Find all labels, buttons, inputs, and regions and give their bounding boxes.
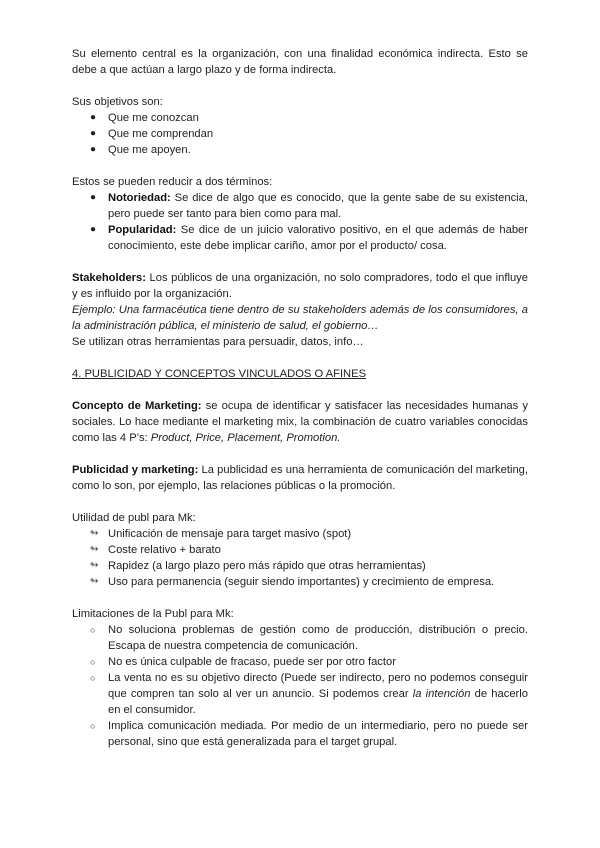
publicidad-paragraph: Publicidad y marketing: La publicidad es una herramienta de comunicación del marketing, como lo son, por ejemplo, las relaciones públicas o la promoción. [72,464,529,492]
arrow-bullet-icon: ↬ [90,528,99,539]
list-item: ● Notoriedad: Se dice de algo que es conocido, que la gente sabe de su existencia, pero puede ser tanto para bien como para mal. [90,192,528,220]
list-item: ○ Implica comunicación mediada. Por medio de un intermediario, pero no puede ser personal, sino que está generalizada para el target grupal. [90,720,528,748]
objetivos-list [72,110,528,158]
circle-bullet-icon: ○ [90,657,96,667]
bullet-dot-icon: ● [90,144,97,155]
stakeholders-paragraph: Stakeholders: Los públicos de una organización, no solo compradores, todo el que influye y es influido por la organización. [72,272,528,300]
terminos-list [72,190,528,254]
arrow-bullet-icon: ↬ [90,560,99,571]
section-heading: 4. PUBLICIDAD Y CONCEPTOS VINCULADOS O AFINES [72,368,367,380]
bullet-dot-icon: ● [90,128,97,139]
list-item: ↬ Rapidez (a largo plazo pero más rápido que otras herramientas) [90,560,426,572]
bullet-dot-icon: ● [90,112,97,123]
circle-bullet-icon: ○ [90,721,96,731]
list-item: ↬ Coste relativo + barato [90,544,221,556]
arrow-bullet-icon: ↬ [90,576,99,587]
marketing-paragraph: Concepto de Marketing: se ocupa de identificar y satisfacer las necesidades humanas y sociales. Lo hace mediante el marketing mix, la combinación de cuatro variables conocidas como las 4 P’s: Product, Price, Placement, Promotion. [72,400,528,444]
list-item: ● Que me apoyen. [90,144,191,156]
intro-paragraph: Su elemento central es la organización, con una finalidad económica indirecta. Esto se debe a que actúan a largo plazo y de forma indirecta. [72,48,528,76]
list-item: ● Que me conozcan [90,112,199,124]
list-item: ○ No soluciona problemas de gestión como de producción, distribución o precio. Escapa de nuestra competencia de comunicación. [90,624,528,652]
term-stakeholders: Stakeholders: [72,272,146,284]
stakeholders-example: Ejemplo: Una farmacéutica tiene dentro de su stakeholders además de los consumidores, a la administración pública, el ministerio de salud, el gobierno… [72,304,528,332]
stakeholders-extra: Se utilizan otras herramientas para persuadir, datos, info… [72,336,364,348]
list-item: ○ No es única culpable de fracaso, puede ser por otro factor [90,656,396,668]
arrow-bullet-icon: ↬ [90,544,99,555]
limitaciones-list [72,622,528,750]
term-publicidad: Publicidad y marketing: [72,464,199,476]
utilidad-list [72,526,528,590]
circle-bullet-icon: ○ [90,625,96,635]
term-notoriedad: Notoriedad: [108,192,171,204]
utilidad-title: Utilidad de publ para Mk: [72,512,196,524]
term-marketing: Concepto de Marketing: [72,400,202,412]
document-page [72,46,528,750]
list-item: ● Popularidad: Se dice de un juicio valorativo positivo, en el que además de haber conocimiento, este debe implicar cariño, amor por el producto/ cosa. [90,224,528,252]
list-item: ○ La venta no es su objetivo directo (Puede ser indirecto, pero no podemos conseguir que compren tan solo al ver un anuncio. Si podemos crear la intención de hacerlo en el consumidor. [90,672,528,716]
bullet-dot-icon: ● [90,192,97,203]
list-item: ● Que me comprendan [90,128,214,140]
list-item: ↬ Uso para permanencia (seguir siendo importantes) y crecimiento de empresa. [90,576,495,588]
objetivos-title: Sus objetivos son: [72,96,163,108]
bullet-dot-icon: ● [90,224,97,235]
terminos-title: Estos se pueden reducir a dos términos: [72,176,273,188]
limitaciones-title: Limitaciones de la Publ para Mk: [72,608,234,620]
circle-bullet-icon: ○ [90,673,96,683]
term-popularidad: Popularidad: [108,224,177,236]
list-item: ↬ Unificación de mensaje para target masivo (spot) [90,528,352,540]
